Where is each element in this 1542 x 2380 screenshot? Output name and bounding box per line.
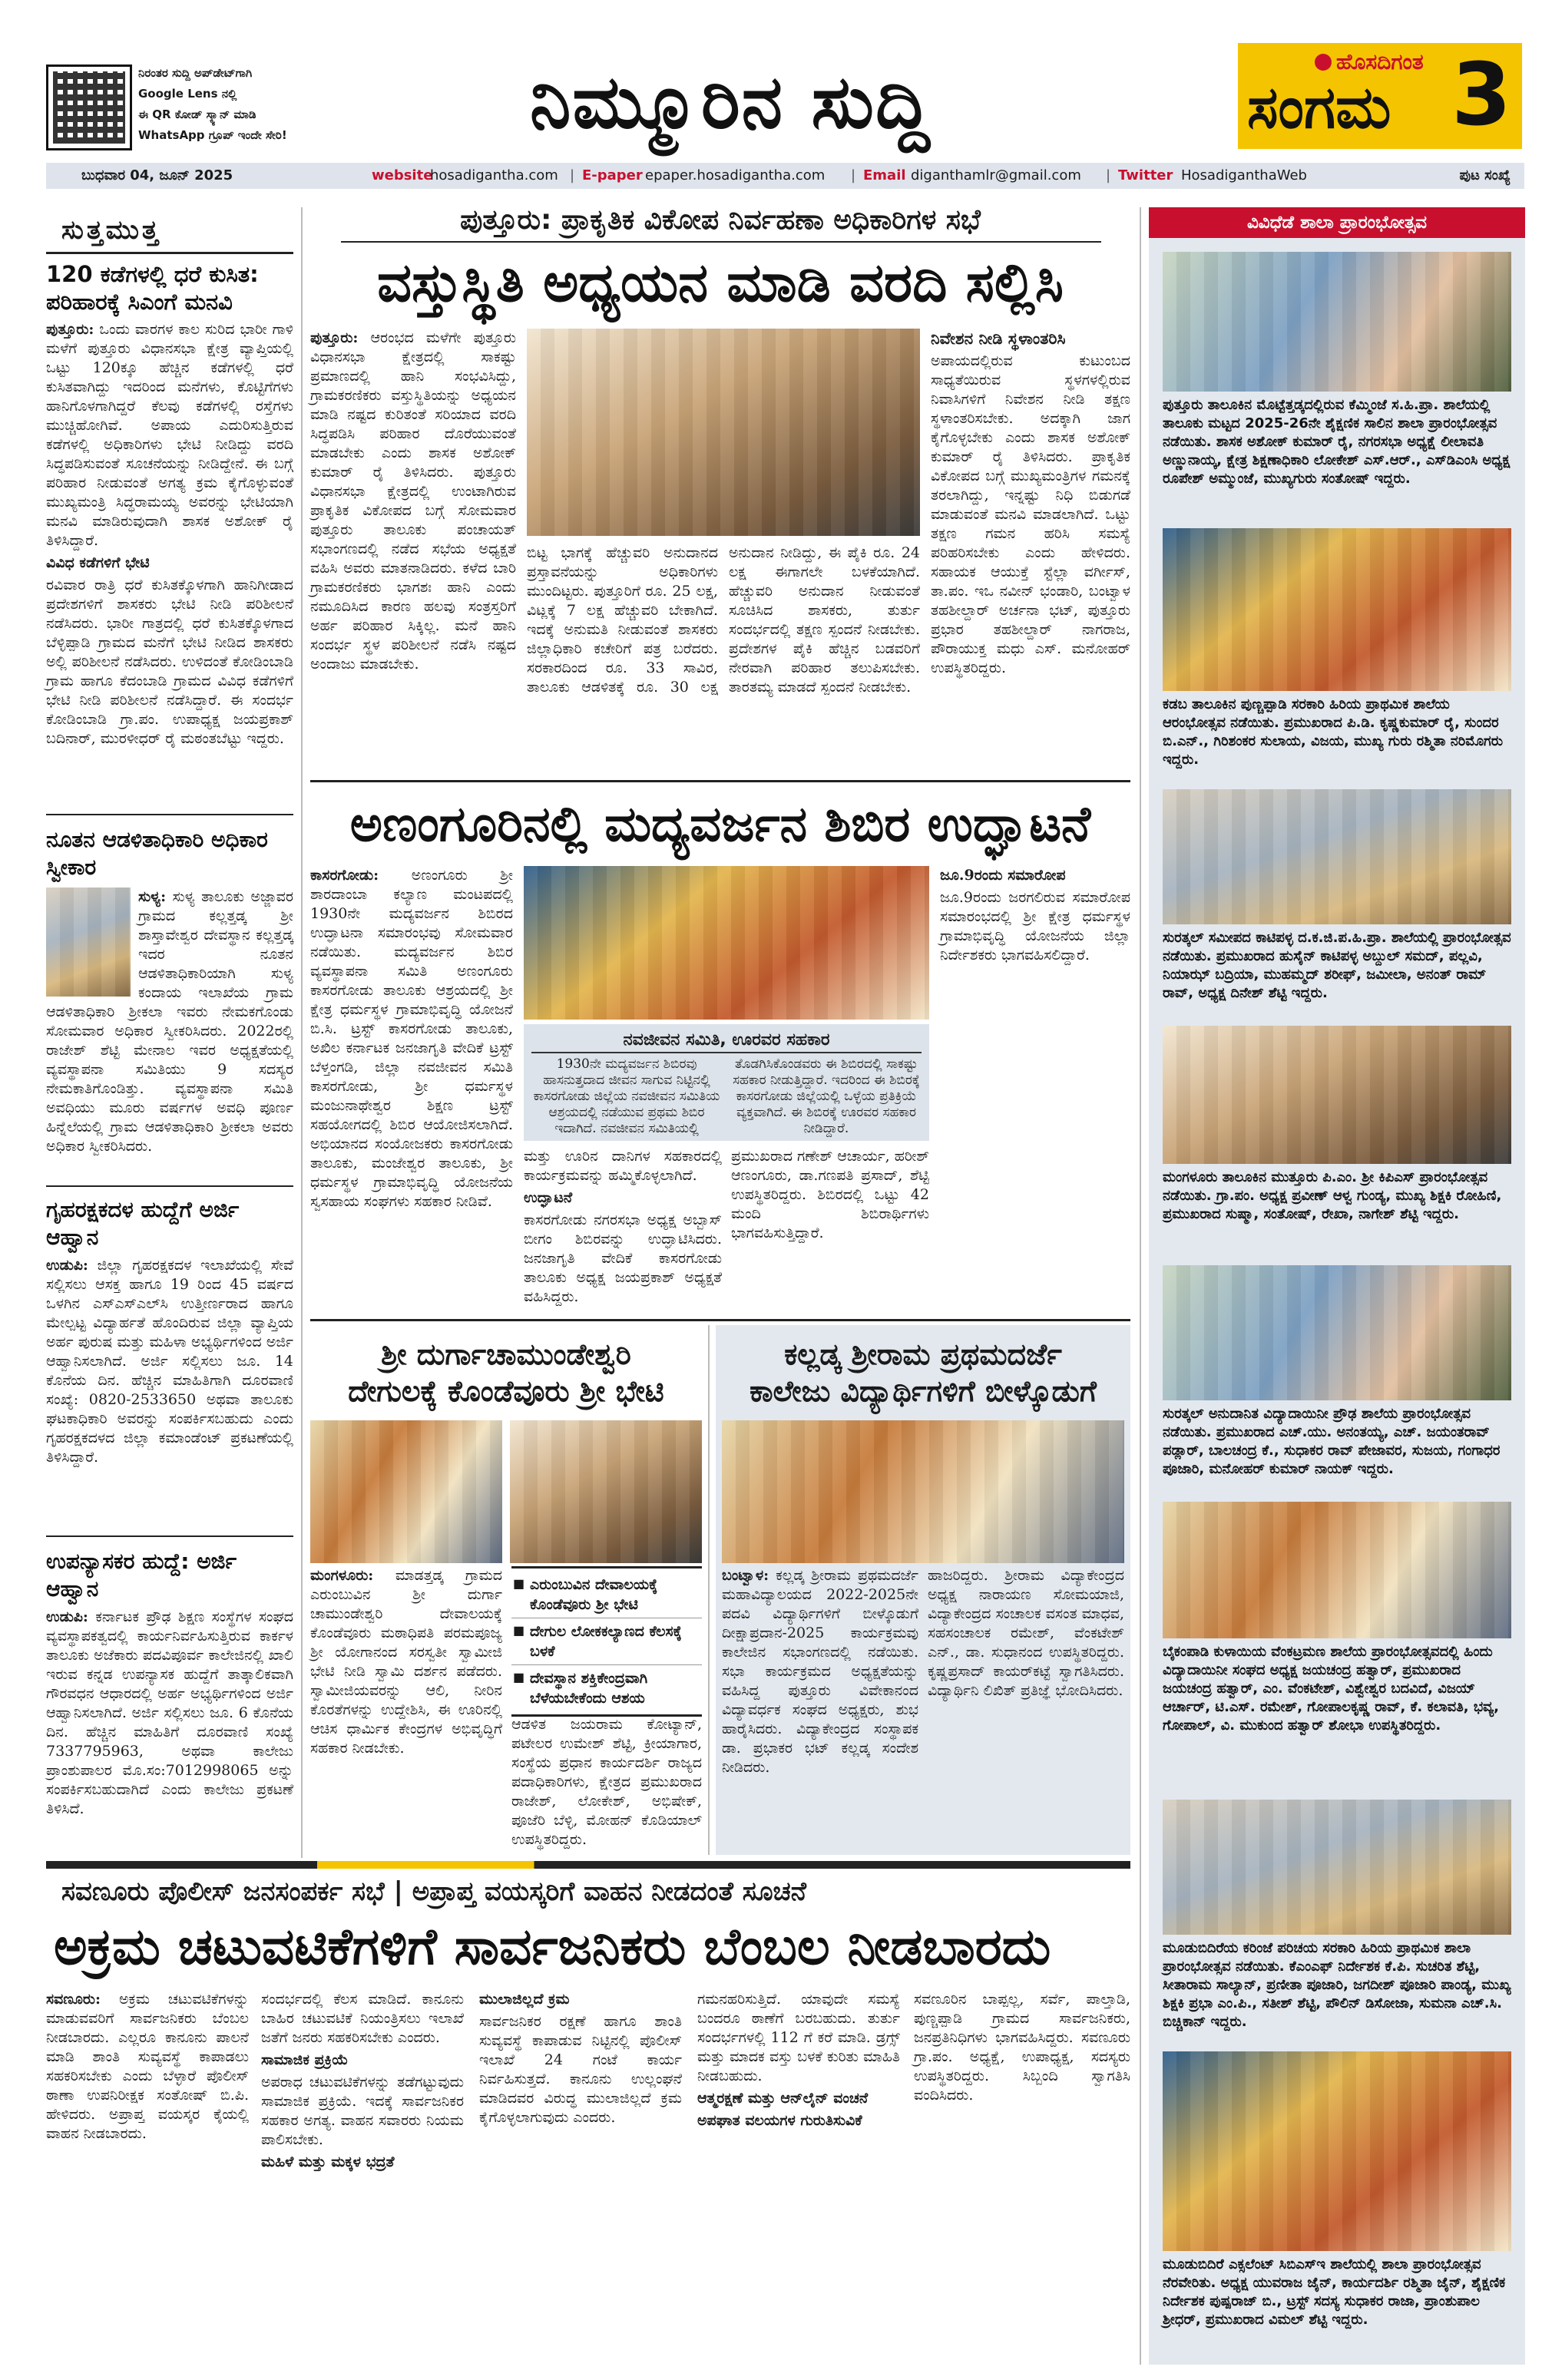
story-kicker: ಸವಣೂರು ಪೊಲೀಸ್ ಜನಸಂಪರ್ಕ ಸಭೆ | ಅಪ್ರಾಪ್ತ ವಯಸ್ಕರಿಗೆ ವಾಹನ ನೀಡದಂತೆ ಸೂಚನೆ: [61, 1876, 807, 1907]
story-landslide: [46, 260, 293, 747]
story-column-1: [46, 1990, 249, 2365]
dateline: ಮಂಗಳೂರು:: [310, 1567, 374, 1584]
story-paragraph: ಸಂದರ್ಭದಲ್ಲಿ ಕೆಲಸ ಮಾಡಿದೆ. ಕಾನೂನು ಬಾಹಿರ ಚಟುವಟಿಕೆ ನಿಯಂತ್ರಿಸಲು ಇಲಾಖೆ ಜತೆಗೆ ಜನರು ಸಹಕರಿಸಬೇಕು ಎಂದರು.: [261, 1991, 464, 2046]
story-column-2: [928, 1566, 1124, 1850]
school-item: [1163, 789, 1511, 1004]
photo-caption: ಮೂಡುಬಿದಿರೆಯ ಕರಿಂಜೆ ಪರಿಚಯ ಸರಕಾರಿ ಹಿರಿಯ ಪ್ರಾಥಮಿಕ ಶಾಲಾ ಪ್ರಾರಂಭೋತ್ಸವ ನಡೆಯಿತು. ಕೆಎಂಎಫ್ ನಿರ್ದೇಶಕ ಕೆ.ಪಿ. ಸುಚರಿತ ಶೆಟ್ಟಿ, ಸೀತಾರಾಮ ಸಾಲ್ಯಾನ್, ಪ್ರಣೀತಾ ಪೂಜಾರಿ, ಜಗದೀಶ್ ಪೂಜಾರಿ ಪಾಂಡ್ಯ, ಮುಖ್ಯ ಶಿಕ್ಷಕಿ ಪ್ರಭಾ ಎಂ.ಪಿ., ಸತೀಶ್ ಶೆಟ್ಟಿ, ಪೌಲಿನ್ ಡಿಸೋಜಾ, ಸುಮನಾ ಎಚ್.ಸಿ. ಬಿಚ್ಚಿಕಾನ್ ಇದ್ದರು.: [1163, 1940, 1511, 2030]
story-durga: [310, 1325, 702, 1855]
dateline: ಸುಳ್ಯ:: [138, 888, 167, 905]
story-paragraph: ಕಾಸರಗೋಡು ನಗರಸಭಾ ಅಧ್ಯಕ್ಷ ಅಬ್ಬಾಸ್ ಬೀಗಂ ಶಿಬಿರವನ್ನು ಉದ್ಘಾಟಿಸಿದರು. ಜನಜಾಗೃತಿ ವೇದಿಕೆ ಕಾಸರಗೋಡು ತಾಲೂಕು ಅಧ್ಯಕ್ಷ ಜಯಪ್ರಕಾಶ್ ಅಧ್ಯಕ್ಷತೆ ವಹಿಸಿದ್ದರು.: [524, 1211, 722, 1305]
story-headline: ವಸ್ತುಸ್ಥಿತಿ ಅಧ್ಯಯನ ಮಾಡಿ ವರದಿ ಸಲ್ಲಿಸಿ: [377, 251, 1064, 314]
info-box-left: 1930ನೇ ಮದ್ಯವರ್ಜನ ಶಿಬಿರವು ಹಾಸನುತ್ತದಾದ ಜೀವನ ಸಾಗುವ ನಿಟ್ಟಿನಲ್ಲಿ ಕಾಸರಗೋಡು ಜಿಲ್ಲೆಯ ನವಜೀವನ ಸಮಿತಿಯ ಆಶ್ರಯದಲ್ಲಿ ನಡೆಯುವ ಪ್ರಥಮ ಶಿಬಿರ ಇದಾಗಿದೆ. ನವಜೀವನ ಸಮಿತಿಯಲ್ಲಿ: [533, 1056, 720, 1136]
school-photo: [1163, 1800, 1511, 1935]
sidebar-right: [1149, 207, 1525, 2365]
school-photo: [1163, 2051, 1511, 2251]
story-deaddiction: [310, 786, 1130, 1316]
qr-line: Google Lens ನಲ್ಲಿ: [138, 87, 237, 101]
story-lecturer: [46, 1548, 293, 1873]
story-paragraph: ಮತ್ತು ಊರಿನ ದಾನಿಗಳ ಸಹಕಾರದಲ್ಲಿ ಕಾರ್ಯಕ್ರಮವನ್ನು ಹಮ್ಮಿಕೊಳ್ಳಲಾಗಿದೆ.: [524, 1148, 722, 1184]
story-administrator: [46, 826, 293, 1172]
story-paragraph: ಅಣಂಗೂರು ಶ್ರೀ ಶಾರದಾಂಬಾ ಕಲ್ಯಾಣ ಮಂಟಪದಲ್ಲಿ 1930ನೇ ಮದ್ಯವರ್ಜನ ಶಿಬಿರದ ಉದ್ಘಾಟನಾ ಸಮಾರಂಭವು ಸೋಮವಾರ ನಡೆಯಿತು. ಮದ್ಯವರ್ಜನ ಶಿಬಿರ ವ್ಯವಸ್ಥಾಪನಾ ಸಮಿತಿ ಅಣಂಗೂರು ಕಾಸರಗೋಡು ತಾಲೂಕು ಆಶ್ರಯದಲ್ಲಿ ಶ್ರೀ ಕ್ಷೇತ್ರ ಧರ್ಮಸ್ಥಳ ಗ್ರಾಮಾಭಿವೃದ್ಧಿ ಯೋಜನೆ ಬಿ.ಸಿ. ಟ್ರಸ್ಟ್ ಕಾಸರಗೋಡು ತಾಲೂಕು, ಅಖಿಲ ಕರ್ನಾಟಕ ಜನಜಾಗೃತಿ ವೇದಿಕೆ ಟ್ರಸ್ಟ್ ಬೆಳ್ತಂಗಡಿ, ಜಿಲ್ಲಾ ನವಜೀವನ ಸಮಿತಿ ಕಾಸರಗೋಡು, ಶ್ರೀ ಧರ್ಮಸ್ಥಳ ಮಂಜುನಾಥೇಶ್ವರ ಶಿಕ್ಷಣ ಟ್ರಸ್ಟ್ ಸಹಯೋಗದಲ್ಲಿ ಶಿಬಿರ ಆಯೋಜಿಸಲಾಗಿದೆ. ಅಭಿಯಾನದ ಸಂಯೋಜಕರು ಕಾಸರಗೋಡು ತಾಲೂಕು, ಮಂಜೇಶ್ವರ ತಾಲೂಕು, ಶ್ರೀ ಧರ್ಮಸ್ಥಳ ಗ್ರಾಮಾಭಿವೃದ್ಧಿ ಯೋಜನೆಯ ಸ್ವಸಹಾಯ ಸಂಘಗಳು ಸಹಕಾರ ನೀಡಿವೆ.: [310, 867, 513, 1210]
photo-caption: ಸುರತ್ಕಲ್ ಸಮೀಪದ ಕಾಟಿಪಳ್ಳ ದ.ಕ.ಜಿ.ಪ.ಹಿ.ಪ್ರಾ. ಶಾಲೆಯಲ್ಲಿ ಪ್ರಾರಂಭೋತ್ಸವ ನಡೆಯಿತು. ಪ್ರಮುಖರಾದ ಹುಸೈನ್ ಕಾಟಿಪಳ್ಳ ಅಬ್ದುಲ್ ಸಮದ್, ಪಲ್ಲವಿ, ನಿಯಾಝ್ ಬದ್ರಿಯಾ, ಮುಹಮ್ಮದ್ ಶರೀಫ್, ಜಮೀಲಾ, ಅನಂತ್ ರಾಮ್ ರಾವ್, ಅಧ್ಯಕ್ಷ ದಿನೇಶ್ ಶೆಟ್ಟಿ ಇದ್ದರು.: [1163, 930, 1511, 1001]
story-paragraph: ಅಕ್ರಮ ಚಟುವಟಿಕೆಗಳನ್ನು ಮಾಡುವವರಿಗೆ ಸಾರ್ವಜನಿಕರು ಬೆಂಬಲ ನೀಡಬಾರದು. ಎಲ್ಲರೂ ಕಾನೂನು ಪಾಲನೆ ಮಾಡಿ ಶಾಂತಿ ಸುವ್ಯವಸ್ಥೆ ಕಾಪಾಡಲು ಸಹಕರಿಸಬೇಕು ಎಂದು ಬೆಳ್ಳಾರೆ ಪೊಲೀಸ್ ಠಾಣಾ ಉಪನಿರೀಕ್ಷಕ ಸಂತೋಷ್ ಬಿ.ಪಿ. ಹೇಳಿದರು. ಅಪ್ರಾಪ್ತ ವಯಸ್ಕರ ಕೈಯಲ್ಲಿ ವಾಹನ ನೀಡಬಾರದು.: [46, 1991, 249, 2142]
photo-caption: ಕಡಬ ತಾಲೂಕಿನ ಪುಣ್ಚಪ್ಪಾಡಿ ಸರಕಾರಿ ಹಿರಿಯ ಪ್ರಾಥಮಿಕ ಶಾಲೆಯ ಆರಂಭೋತ್ಸವ ನಡೆಯಿತು. ಪ್ರಮುಖರಾದ ಪಿ.ಡಿ. ಕೃಷ್ಣಕುಮಾರ್ ರೈ, ಸುಂದರ ಬಿ.ಎನ್., ಗಿರಿಶಂಕರ ಸುಲಾಯ, ವಿಜಯ, ಮುಖ್ಯ ಗುರು ರಶ್ಮಿತಾ ನರಿಮೊಗರು ಇದ್ದರು.: [1163, 696, 1504, 768]
school-item: [1163, 252, 1511, 527]
story-column-1: [310, 866, 513, 1311]
story-puttur: [310, 201, 1130, 777]
story-headline: ಅಕ್ರಮ ಚಟುವಟಿಕೆಗಳಿಗೆ ಸಾರ್ವಜನಿಕರು ಬೆಂಬಲ ನೀಡಬಾರದು: [54, 1917, 1051, 1976]
story-headline: ಉಪನ್ಯಾಸಕರ ಹುದ್ದೆ: ಅರ್ಜಿ ಆಹ್ವಾನ: [46, 1549, 237, 1602]
school-item: [1163, 2051, 1511, 2351]
bullet-item: ■ ದೇವಸ್ಥಾನ ಶಕ್ತಿಕೇಂದ್ರವಾಗಿ ಬೆಳೆಯಬೇಕೆಂದು ಆಶಯ: [511, 1665, 702, 1711]
school-photo: [1163, 789, 1511, 924]
dateline: ಉಡುಪಿ:: [46, 1257, 88, 1274]
school-item: [1163, 1026, 1511, 1244]
story-paragraph: ಸಾರ್ವಜನಿಕರ ರಕ್ಷಣೆ ಹಾಗೂ ಶಾಂತಿ ಸುವ್ಯವಸ್ಥೆ ಕಾಪಾಡುವ ನಿಟ್ಟಿನಲ್ಲಿ ಪೊಲೀಸ್ ಇಲಾಖೆ 24 ಗಂಟೆ ಕಾರ್ಯ ನಿರ್ವಹಿಸುತ್ತದೆ. ಕಾನೂನು ಉಲ್ಲಂಘನೆ ಮಾಡಿದವರ ವಿರುದ್ಧ ಮುಲಾಜಿಲ್ಲದೆ ಕ್ರಮ ಕೈಗೊಳ್ಳಲಾಗುವುದು ಎಂದರು.: [479, 2013, 682, 2126]
story-column-2: [261, 1990, 464, 2365]
bullet-item: ■ ದೇಗುಲ ಲೋಕಕಲ್ಯಾಣದ ಕೆಲಸಕ್ಕೆ ಬಳಕೆ: [511, 1618, 702, 1665]
dateline: ಪುತ್ತೂರು:: [310, 329, 359, 346]
story-paragraph: ಸವಣೂರಿನ ಬಾಪ್ಪಲ್ಲ, ಸರ್ವೆ, ಪಾಲ್ತಾಡಿ, ಪುಣ್ಚಪ್ಪಾಡಿ ಗ್ರಾಮದ ಸಾರ್ವಜನಿಕರು, ಜನಪ್ರತಿನಿಧಿಗಳು ಭಾಗವಹಿಸಿದ್ದರು. ಸವಣೂರು ಗ್ರಾ.ಪಂ. ಅಧ್ಯಕ್ಷೆ, ಉಪಾಧ್ಯಕ್ಷ, ಸದಸ್ಯರು ಉಪಸ್ಥಿತರಿದ್ದರು. ಸಿಬ್ಬಂದಿ ಸ್ವಾಗತಿಸಿ ವಂದಿಸಿದರು.: [914, 1991, 1130, 2104]
story-paragraph: ಕಲ್ಲಡ್ಕ ಶ್ರೀರಾಮ ಪ್ರಥಮದರ್ಜೆ ಮಹಾವಿದ್ಯಾಲಯದ 2022-2025ನೇ ಪದವಿ ವಿದ್ಯಾರ್ಥಿಗಳಿಗೆ ಬೀಳ್ಕೊಡುಗೆ ದೀಕ್ಷಾಪ್ರದಾನ-2025 ಕಾರ್ಯಕ್ರಮವು ಕಾಲೇಜಿನ ಸಭಾಂಗಣದಲ್ಲಿ ನಡೆಯಿತು. ಸಭಾ ಕಾರ್ಯಕ್ರಮದ ಅಧ್ಯಕ್ಷತೆಯನ್ನು ವಹಿಸಿದ್ದ ಪುತ್ತೂರು ವಿವೇಕಾನಂದ ವಿದ್ಯಾವರ್ಧಕ ಸಂಘದ ಅಧ್ಯಕ್ಷರು, ಶುಭ ಹಾರೈಸಿದರು. ವಿದ್ಯಾಕೇಂದ್ರದ ಸಂಸ್ಥಾಪಕ ಡಾ. ಪ್ರಭಾಕರ ಭಟ್ ಕಲ್ಲಡ್ಕ ಸಂದೇಶ ನೀಡಿದರು.: [722, 1567, 918, 1776]
story-column-4: [940, 866, 1130, 1311]
photo-caption: ಬೈಕಂಪಾಡಿ ಕುಳಾಯಿಯ ವೆಂಕಟ್ರಮಣ ಶಾಲೆಯ ಪ್ರಾರಂಭೋತ್ಸವದಲ್ಲಿ ಹಿಂದು ವಿದ್ಯಾದಾಯಿನೀ ಸಂಘದ ಅಧ್ಯಕ್ಷ ಜಯಚಂದ್ರ ಹತ್ವಾರ್, ಪ್ರಮುಖರಾದ ಜಯಚಂದ್ರ ಹತ್ವಾರ್, ಎಂ. ವೆಂಕಟೇಶ್, ವಿಶ್ವೇಶ್ವರ ಬದವಿದೆ, ವಿಜಯ್ ಆರ್ಚಾರ್, ಟಿ.ಎಸ್. ರಮೇಶ್, ಗೋಪಾಲಕೃಷ್ಣ ರಾವ್, ಕೆ. ಕಲಾವತಿ, ಭವ್ಯ, ಗೋಪಾಲ್, ವಿ. ಮುಕುಂದ ಹತ್ವಾರ್ ಶೋಭಾ ಉಪಸ್ಥಿತರಿದ್ದರು.: [1163, 1644, 1500, 1734]
school-item: [1163, 1800, 1511, 2035]
story-paragraph: ಆಡಳಿತ ಜಯರಾಮ ಕೋಟ್ಯಾನ್, ಪಟೇಲರ ಉಮೇಶ್ ಶೆಟ್ಟಿ, ಕ್ರೀಯಾಗಾರ, ಸಂಸ್ಥೆಯ ಪ್ರಧಾನ ಕಾರ್ಯದರ್ಶಿ ರಾಜ್ಯದ ಪದಾಧಿಕಾರಿಗಳು, ಕ್ಷೇತ್ರದ ಪ್ರಮುಖರಾದ ರಾಜೇಶ್, ಲೋಕೇಶ್, ಅಭಿಷೇಕ್, ಪೂಜೆರಿ ಬೆಳ್ಳಿ, ಮೋಹನ್ ಕೊಡಿಯಾಲ್ ಉಪಸ್ಥಿತರಿದ್ದರು.: [511, 1716, 702, 1848]
story-subhead: ಮಹಿಳೆ ಮತ್ತು ಮಕ್ಕಳ ಭದ್ರತೆ: [261, 2154, 395, 2170]
qr-line: ಈ QR ಕೋಡ್ ಸ್ಕ್ಯಾನ್ ಮಾಡಿ: [138, 107, 256, 121]
story-column-1: [310, 329, 516, 774]
story-column-1: [310, 1566, 502, 1855]
headline-line: ದೇಗುಲಕ್ಕೆ ಕೊಂಡೆವೂರು ಶ್ರೀ ಭೇಟಿ: [348, 1374, 664, 1408]
dateline: ಉಡುಪಿ:: [46, 1608, 88, 1625]
story-column-5: [914, 1990, 1130, 2365]
story-column-3: [731, 1147, 929, 1311]
school-photo: [1163, 1265, 1511, 1400]
bullet-item: ■ ಎರುಂಬುವಿನ ದೇವಾಲಯಕ್ಕೆ ಕೊಂಡೆವೂರು ಶ್ರೀ ಭೇಟಿ: [511, 1572, 702, 1618]
headline-line: ಕಾಲೇಜು ವಿದ್ಯಾರ್ಥಿಗಳಿಗೆ ಬೀಳ್ಕೊಡುಗೆ: [749, 1374, 1097, 1408]
page-number: 3: [1451, 45, 1511, 145]
twitter-label: Twitter: [1118, 167, 1173, 183]
story-body: [46, 1256, 293, 1517]
story-subhead: ವಿವಿಧ ಕಡೆಗಳಿಗೆ ಭೇಟಿ: [46, 554, 150, 571]
photo-caption: ಮಂಗಳೂರು ತಾಲೂಕಿನ ಮುತ್ತೂರು ಪಿ.ಎಂ. ಶ್ರೀ ಕಿಪಿಎಸ್ ಪ್ರಾರಂಭೋತ್ಸವ ನಡೆಯಿತು. ಗ್ರಾ.ಪಂ. ಅಧ್ಯಕ್ಷ ಪ್ರವೀಣ್ ಆಳ್ವ ಗುಂಡ್ಯ, ಮುಖ್ಯ ಶಿಕ್ಷಕಿ ರೋಹಿಣಿ, ಪ್ರಮುಖರಾದ ಸುಷ್ಮಾ, ಸಂತೋಷ್, ರೇಖಾ, ನಾಗೇಶ್ ಶೆಟ್ಟಿ ಇದ್ದರು.: [1163, 1169, 1502, 1222]
qr-line: WhatsApp ಗ್ರೂಪ್ ಇಂದೇ ಸೇರಿ!: [138, 128, 287, 142]
story-kalladka: [716, 1325, 1130, 1855]
story-subhead: ಉದ್ಘಾಟನೆ: [524, 1189, 573, 1206]
epaper-link[interactable]: epaper.hosadigantha.com: [645, 167, 826, 183]
story-subhead: ಆತ್ಮರಕ್ಷಣೆ ಮತ್ತು ಆನ್‌ಲೈನ್ ವಂಚನೆ: [697, 2090, 869, 2107]
info-box-right: ತೊಡಗಿಸಿಕೊಂಡವರು ಈ ಶಿಬಿರದಲ್ಲಿ ಸಾಕಷ್ಟು ಸಹಕಾರ ನೀಡುತ್ತಿದ್ದಾರೆ. ಇದರಿಂದ ಈ ಶಿಬಿರಕ್ಕೆ ಕಾಸರಗೋಡು ಜಿಲ್ಲೆಯಲ್ಲಿ ಒಳ್ಳೆಯ ಪ್ರತಿಕ್ರಿಯೆ ವ್ಯಕ್ತವಾಗಿದೆ. ಈ ಶಿಬಿರಕ್ಕೆ ಊರವರ ಸಹಕಾರ ನೀಡಿದ್ದಾರೆ.: [733, 1056, 920, 1136]
headline-line: ಶ್ರೀ ದುರ್ಗಾಚಾಮುಂಡೇಶ್ವರಿ: [381, 1337, 631, 1371]
story-subhead: ನಿವೇಶನ ನೀಡಿ ಸ್ಥಳಾಂತರಿಸಿ: [931, 329, 1066, 348]
temple-photo: [510, 1420, 702, 1563]
brand-logo-icon: [1315, 54, 1332, 71]
meeting-photo: [527, 329, 920, 536]
story-subhead: ಸಾಮಾಜಿಕ ಪ್ರಕ್ರಿಯೆ: [261, 2051, 349, 2068]
info-box-title: ನವಜೀವನ ಸಮಿತಿ, ಊರವರ ಸಹಕಾರ: [531, 1029, 922, 1053]
school-item: [1163, 1265, 1511, 1480]
story-headline: ನೂತನ ಆಡಳಿತಾಧಿಕಾರಿ ಅಧಿಕಾರ ಸ್ವೀಕಾರ: [46, 827, 268, 880]
story-column-3: [479, 1990, 682, 2365]
brand-big: ಸಂಗಮ: [1247, 73, 1391, 141]
story-paragraph: ಒಂದು ವಾರಗಳ ಕಾಲ ಸುರಿದ ಭಾರೀ ಗಾಳಿ ಮಳೆಗೆ ಪುತ್ತೂರು ವಿಧಾನಸಭಾ ಕ್ಷೇತ್ರ ವ್ಯಾಪ್ತಿಯಲ್ಲಿ ಒಟ್ಟು 120ಕ್ಕೂ ಹೆಚ್ಚಿನ ಕಡೆಗಳಲ್ಲಿ ಧರೆ ಕುಸಿತವಾಗಿದ್ದು ಇದರಿಂದ ಮನೆಗಳು, ಕೊಟ್ಟಿಗೆಗಳು ಹಾನಿಗೊಳಗಾಗಿದ್ದರೆ ಕೆಲವು ಕಡೆಗಳಲ್ಲಿ ರಸ್ತೆಗಳು ಮುಚ್ಚಿಹೋಗಿವೆ. ಅಪಾಯ ಎದುರಿಸುತ್ತಿರುವ ಕಡೆಗಳಲ್ಲಿ ಅಧಿಕಾರಿಗಳು ಭೇಟಿ ನೀಡಿದ್ದು ವರದಿ ಸಿದ್ಧಪಡಿಸುವಂತೆ ಸೂಚನೆಯನ್ನು ನೀಡಿದ್ದೇನೆ. ಈ ಬಗ್ಗೆ ಪರಿಹಾರ ನೀಡುವಂತೆ ಅಗತ್ಯ ಕ್ರಮ ಕೈಗೊಳ್ಳುವಂತೆ ಮುಖ್ಯಮಂತ್ರಿ ಸಿದ್ಧರಾಮಯ್ಯ ಅವರನ್ನು ಭೇಟಿಯಾಗಿ ಮನವಿ ಮಾಡಿರುವುದಾಗಿ ಶಾಸಕ ಅಶೋಕ್ ರೈ ತಿಳಿಸಿದ್ದಾರೆ.: [46, 321, 293, 549]
photo-caption: ಸುರತ್ಕಲ್ ಅನುದಾನಿತ ವಿದ್ಯಾದಾಯಿನೀ ಪ್ರೌಢ ಶಾಲೆಯ ಪ್ರಾರಂಭೋತ್ಸವ ನಡೆಯಿತು. ಪ್ರಮುಖರಾದ ಎಚ್.ಯು. ಅನಂತಯ್ಯ, ಎಚ್. ಜಯಂತರಾವ್ ಪಡ್ಲಾರ್, ಬಾಲಚಂದ್ರ ಕೆ., ಸುಧಾಕರ ರಾವ್ ಪೇಜಾವರ, ಸುಜಯ, ಗಂಗಾಧರ ಪೂಜಾರಿ, ಮನೋಹರ್ ಕುಮಾರ್ ನಾಯಕ್ ಇದ್ದರು.: [1163, 1406, 1501, 1477]
story-column-2: [524, 1147, 722, 1311]
school-photo: [1163, 528, 1511, 691]
website-link[interactable]: hosadigantha.com: [430, 167, 558, 183]
separator: |: [1106, 167, 1111, 183]
brand-block: [1238, 43, 1522, 149]
email-link[interactable]: diganthamlr@gmail.com: [911, 167, 1081, 183]
story-kicker: ಪುತ್ತೂರು: ಪ್ರಾಕೃತಿಕ ವಿಕೋಪ ನಿರ್ವಹಣಾ ಅಧಿಕಾರಿಗಳ ಸಭೆ: [460, 204, 981, 236]
qr-code: [46, 64, 132, 150]
story-paragraph: ಗಮನಹರಿಸುತ್ತಿದೆ. ಯಾವುದೇ ಸಮಸ್ಯೆ ಬಂದರೂ ಠಾಣೆಗೆ ಬರಬಹುದು. ತುರ್ತು ಸಂದರ್ಭಗಳಲ್ಲಿ 112 ಗೆ ಕರೆ ಮಾಡಿ. ಡ್ರಗ್ಸ್ ಮತ್ತು ಮಾದಕ ವಸ್ತು ಬಳಕೆ ಕುರಿತು ಮಾಹಿತಿ ನೀಡಬಹುದು.: [697, 1991, 900, 2084]
school-item: [1163, 1502, 1511, 1777]
school-photo: [1163, 252, 1511, 392]
story-paragraph: ಸುಳ್ಯ ತಾಲೂಕು ಅಜ್ಜಾವರ ಗ್ರಾಮದ ಕಲ್ಲತ್ತಡ್ಕ ಶ್ರೀ ಶಾಸ್ತಾವೇಶ್ವರ ದೇವಸ್ಥಾನ ಕಲ್ಲತ್ತಡ್ಕ ಇದರ ನೂತನ ಆಡಳಿತಾಧಿಕಾರಿಯಾಗಿ ಸುಳ್ಯ ಕಂದಾಯ ಇಲಾಖೆಯ ಗ್ರಾಮ ಆಡಳಿತಾಧಿಕಾರಿ ಶ್ರೀಕಲಾ ಇವರು ನೇಮಕಗೊಂಡು ಸೋಮವಾರ ಅಧಿಕಾರ ಸ್ವೀಕರಿಸಿದರು. 2022ರಲ್ಲಿ ರಾಜೇಶ್ ಶೆಟ್ಟಿ ಮೇನಾಲ ಇವರ ಅಧ್ಯಕ್ಷತೆಯಲ್ಲಿ ವ್ಯವಸ್ಥಾಪನಾ ಸಮಿತಿಯು 9 ಸದಸ್ಯರ ನೇಮಕಾತಿಗೊಂಡಿತ್ತು. ವ್ಯವಸ್ಥಾಪನಾ ಸಮಿತಿ ಅವಧಿಯು ಮೂರು ವರ್ಷಗಳ ಅವಧಿ ಪೂರ್ಣ ಹಿನ್ನೆಲೆಯಲ್ಲಿ ಗ್ರಾಮ ಆಡಳಿತಾಧಿಕಾರಿ ಶ್ರೀಕಲಾ ಅವರು ಅಧಿಕಾರ ಸ್ವೀಕರಿಸಿದರು.: [46, 888, 293, 1155]
dateline: ಸವಣೂರು:: [46, 1991, 101, 2008]
sidebar-section-name: ಸುತ್ತಮುತ್ತ: [46, 207, 293, 254]
story-headline: 120 ಕಡೆಗಳಲ್ಲಿ ಧರೆ ಕುಸಿತ: ಪರಿಹಾರಕ್ಕೆ ಸಿಎಂಗೆ ಮನವಿ: [46, 261, 259, 315]
story-column-4: [697, 1990, 900, 2365]
story-paragraph: ಮಾಡತ್ತಡ್ಕ ಗ್ರಾಮದ ಎರುಂಬುವಿನ ಶ್ರೀ ದುರ್ಗಾ ಚಾಮುಂಡೇಶ್ವರಿ ದೇವಾಲಯಕ್ಕೆ ಕೊಂಡೆವೂರು ಮಠಾಧಿಪತಿ ಪರಮಪೂಜ್ಯ ಶ್ರೀ ಯೋಗಾನಂದ ಸರಸ್ವತೀ ಸ್ವಾಮೀಜಿ ಭೇಟಿ ನೀಡಿ ಸ್ವಾಮಿ ದರ್ಶನ ಪಡೆದರು. ಸ್ವಾಮೀಜಿಯವರನ್ನು ಆಲಿ, ನೀರಿನ ಕೊರತೆಗಳನ್ನು ಉದ್ದೇಶಿಸಿ, ಈ ಊರಿನಲ್ಲಿ ಆಚಿಸ ಧಾರ್ಮಿಕ ಕೇಂದ್ರಗಳ ಅಭಿವೃದ್ಧಿಗೆ ಸಹಕಾರ ನೀಡಬೇಕು.: [310, 1567, 502, 1757]
portrait-photo: [46, 888, 131, 997]
school-photo: [1163, 1502, 1511, 1638]
story-column-1: [722, 1566, 918, 1850]
story-headline: ಅಣಂಗೂರಿನಲ್ಲಿ ಮದ್ಯವರ್ಜನ ಶಿಬಿರ ಉದ್ಘಾಟನೆ: [349, 796, 1091, 853]
info-bar: [46, 163, 1524, 189]
sidebar-left: [46, 207, 293, 2081]
story-paragraph: ಹಾಜರಿದ್ದರು. ಶ್ರೀರಾಮ ವಿದ್ಯಾಕೇಂದ್ರದ ಅಧ್ಯಕ್ಷ ನಾರಾಯಣ ಸೋಮಯಾಜಿ, ವಿದ್ಯಾಕೇಂದ್ರದ ಸಂಚಾಲಕ ವಸಂತ ಮಾಧವ, ಸಹಸಂಚಾಲಕ ರಮೇಶ್, ವೆಂಕಟೇಶ್ ಎನ್., ಡಾ. ಸುಧಾನಂದ ಉಪಸ್ಥಿತರಿದ್ದರು. ಕೃಷ್ಣಪ್ರಸಾದ್ ಕಾಯರ್‌ಕಟ್ಟೆ ಸ್ವಾಗತಿಸಿದರು. ವಿದ್ಯಾರ್ಥಿನಿ ಲಿಖಿತ್ ಪ್ರತಿಜ್ಞೆ ಭೋದಿಸಿದರು.: [928, 1567, 1124, 1699]
story-headline: [722, 1336, 1124, 1410]
story-column-2: [527, 544, 920, 774]
story-paragraph: ಜಿಲ್ಲಾ ಗೃಹರಕ್ಷಕದಳ ಇಲಾಖೆಯಲ್ಲಿ ಸೇವೆ ಸಲ್ಲಿಸಲು ಆಸಕ್ತ ಹಾಗೂ 19 ರಿಂದ 45 ವರ್ಷದ ಒಳಗಿನ ಎಸ್‌ಎಸ್‌ಎಲ್‌ಸಿ ಉತ್ತೀರ್ಣರಾದ ಹಾಗೂ ಮೇಲ್ಪಟ್ಟ ವಿದ್ಯಾರ್ಹತೆ ಹೊಂದಿರುವ ಜಿಲ್ಲಾ ವ್ಯಾಪ್ತಿಯ ಅರ್ಹ ಪುರುಷ ಮತ್ತು ಮಹಿಳಾ ಅಭ್ಯರ್ಥಿಗಳಿಂದ ಅರ್ಜಿ ಆಹ್ವಾನಿಸಲಾಗಿದೆ. ಅರ್ಜಿ ಸಲ್ಲಿಸಲು ಜೂ. 14 ಕೊನೆಯ ದಿನ. ಹೆಚ್ಚಿನ ಮಾಹಿತಿಗಾಗಿ ದೂರವಾಣಿ ಸಂಖ್ಯೆ: 0820-2533650 ಅಥವಾ ತಾಲೂಕು ಘಟಕಾಧಿಕಾರಿ ಅವರನ್ನು ಸಂಪರ್ಕಿಸಬಹುದು ಎಂದು ಗೃಹರಕ್ಷಕದಳದ ಜಿಲ್ಲಾ ಕಮಾಂಡೆಂಟ್ ಪ್ರಕಟಣೆಯಲ್ಲಿ ತಿಳಿಸಿದ್ದಾರೆ.: [46, 1257, 294, 1466]
issue-date: ಬುಧವಾರ 04, ಜೂನ್ 2025: [81, 167, 233, 183]
qr-line: ನಿರಂತರ ಸುದ್ದಿ ಅಪ್‌ಡೇಟ್‌ಗಾಗಿ: [138, 66, 253, 80]
photo-caption: ಮೂಡುಬಿದಿರೆ ಎಕ್ಸಲೆಂಟ್ ಸಿಬಿಎಸ್‌ಇ ಶಾಲೆಯಲ್ಲಿ ಶಾಲಾ ಪ್ರಾರಂಭೋತ್ಸವ ನೆರವೇರಿತು. ಅಧ್ಯಕ್ಷ ಯುವರಾಜ ಜೈನ್, ಕಾರ್ಯದರ್ಶಿ ರಶ್ಮಿತಾ ಜೈನ್, ಶೈಕ್ಷಣಿಕ ನಿರ್ದೇಶಕ ಪುಷ್ಪರಾಜ್ ಬಿ., ಟ್ರಸ್ಟ್ ಸದಸ್ಯ ಸುಧಾಕರ ರಾಜಾ, ಪ್ರಾಂಶುಪಾಲ ಶ್ರೀಧರ್, ಪ್ರಮುಖರಾದ ವಿಮಲ್ ಶೆಟ್ಟಿ ಇದ್ದರು.: [1163, 2256, 1506, 2328]
story-paragraph: ಪ್ರಮುಖರಾದ ಗಣೇಶ್ ಆಚಾರ್ಯ, ಹರೀಶ್ ಆಣಂಗೂರು, ಡಾ.ಗಣಪತಿ ಪ್ರಸಾದ್, ಶೆಟ್ಟಿ ಉಪಸ್ಥಿತರಿದ್ದರು. ಶಿಬಿರದಲ್ಲಿ ಒಟ್ಟು 42 ಮಂದಿ ಶಿಬಿರಾರ್ಥಿಗಳು ಭಾಗವಹಿಸುತ್ತಿದ್ದಾರೆ.: [731, 1148, 929, 1241]
story-body: [46, 320, 293, 747]
decorative-bar: [46, 1861, 1130, 1869]
college-photo: [722, 1420, 1124, 1563]
story-paragraph: ಜೂ.9ರಂದು ಜರಗಲಿರುವ ಸಮಾರೋಪ ಸಮಾರಂಭದಲ್ಲಿ ಶ್ರೀ ಕ್ಷೇತ್ರ ಧರ್ಮಸ್ಥಳ ಗ್ರಾಮಾಭಿವೃದ್ಧಿ ಯೋಜನೆಯ ಜಿಲ್ಲಾ ನಿರ್ದೇಶಕರು ಭಾಗವಹಿಸಲಿದ್ದಾರೆ.: [940, 889, 1130, 964]
story-subhead: ಮುಲಾಜಿಲ್ಲದೆ ಕ್ರಮ: [479, 1991, 570, 2008]
separator: |: [570, 167, 575, 183]
story-paragraph: ಅಪರಾಧ ಚಟುವಟಿಕೆಗಳನ್ನು ತಡೆಗಟ್ಟುವುದು ಸಾಮಾಜಿಕ ಪ್ರಕ್ರಿಯೆ. ಇದಕ್ಕೆ ಸಾರ್ವಜನಿಕರ ಸಹಕಾರ ಅಗತ್ಯ. ವಾಹನ ಸವಾರರು ನಿಯಮ ಪಾಲಿಸಬೇಕು.: [261, 2074, 464, 2148]
section-title: ನಿಮ್ಮೂರಿನ ಸುದ್ದಿ: [530, 59, 931, 145]
info-box: [524, 1024, 929, 1141]
separator: |: [851, 167, 856, 183]
story-body: [46, 1608, 293, 1873]
page-count-label: ಪುಟ ಸಂಖ್ಯೆ: [1459, 167, 1511, 183]
inauguration-photo: [524, 866, 929, 1020]
website-label: website: [372, 167, 433, 183]
story-homeguard: [46, 1196, 293, 1517]
school-photo: [1163, 1026, 1511, 1164]
headline-line: ಕಲ್ಲಡ್ಕ ಶ್ರೀರಾಮ ಪ್ರಥಮದರ್ಜೆ: [784, 1337, 1062, 1371]
dateline: ಕಾಸರಗೋಡು:: [310, 867, 379, 884]
story-headline: [310, 1336, 702, 1410]
sidebar-section-title: ವಿವಿಧೆಡೆ ಶಾಲಾ ಪ್ರಾರಂಭೋತ್ಸವ: [1149, 207, 1525, 238]
photo-caption: ಪುತ್ತೂರು ತಾಲೂಕಿನ ಮೊಟ್ಟೆತ್ತಡ್ಕದಲ್ಲಿರುವ ಕೆಮ್ಮಿಂಜೆ ಸ.ಹಿ.ಪ್ರಾ. ಶಾಲೆಯಲ್ಲಿ ತಾಲೂಕು ಮಟ್ಟದ 2025-26ನೇ ಶೈಕ್ಷಣಿಕ ಸಾಲಿನ ಶಾಲಾ ಪ್ರಾರಂಭೋತ್ಸವ ನಡೆಯಿತು. ಶಾಸಕ ಅಶೋಕ್ ಕುಮಾರ್ ರೈ, ನಗರಸಭಾ ಅಧ್ಯಕ್ಷೆ ಲೀಲಾವತಿ ಅಣ್ಣುನಾಯ್ಕ, ಕ್ಷೇತ್ರ ಶಿಕ್ಷಣಾಧಿಕಾರಿ ಲೋಕೇಶ್ ಎಸ್.ಆರ್., ಎಸ್‌ಡಿಎಂಸಿ ಅಧ್ಯಕ್ಷ ರೂಪೇಶ್ ಅಮ್ಮುಂಜೆ, ಮುಖ್ಯಗುರು ಸಂತೋಷ್ ಇದ್ದರು.: [1163, 397, 1511, 487]
story-paragraph: ಆರಂಭದ ಮಳೆಗೇ ಪುತ್ತೂರು ವಿಧಾನಸಭಾ ಕ್ಷೇತ್ರದಲ್ಲಿ ಸಾಕಷ್ಟು ಪ್ರಮಾಣದಲ್ಲಿ ಹಾನಿ ಸಂಭವಿಸಿದ್ದು, ಗ್ರಾಮಕರಣಿಕರು ವಸ್ತುಸ್ಥಿತಿಯನ್ನು ಅಧ್ಯಯನ ಮಾಡಿ ನಷ್ಟದ ಕುರಿತಂತೆ ಸರಿಯಾದ ವರದಿ ಸಿದ್ಧಪಡಿಸಿ ಪರಿಹಾರ ದೊರೆಯುವಂತೆ ಮಾಡಬೇಕು ಎಂದು ಶಾಸಕ ಅಶೋಕ್ ಕುಮಾರ್ ರೈ ತಿಳಿಸಿದರು. ಪುತ್ತೂರು ವಿಧಾನಸಭಾ ಕ್ಷೇತ್ರದಲ್ಲಿ ಉಂಟಾಗಿರುವ ಪ್ರಾಕೃತಿಕ ವಿಕೋಪದ ಬಗ್ಗೆ ಸೋಮವಾರ ಪುತ್ತೂರು ತಾಲೂಕು ಪಂಚಾಯತ್ ಸಭಾಂಗಣದಲ್ಲಿ ನಡೆದ ಸಭೆಯ ಅಧ್ಯಕ್ಷತೆ ವಹಿಸಿ ಅವರು ಮಾತನಾಡಿದರು. ಕಳೆದ ಬಾರಿ ಗ್ರಾಮಕರಣಿಕರು ಭಾಗಶಃ ಹಾನಿ ಎಂದು ನಮೂದಿಸಿದ ಕಾರಣ ಹಲವು ಸಂತ್ರಸ್ತರಿಗೆ ಅರ್ಹ ಪರಿಹಾರ ಸಿಕ್ಕಿಲ್ಲ. ಮನೆ ಹಾನಿ ಸಂದರ್ಭ ಸ್ಥಳ ಪರಿಶೀಲನೆ ನಡೆಸಿ ನಷ್ಟದ ಅಂದಾಜು ಮಾಡಬೇಕು.: [310, 329, 516, 673]
story-paragraph: ಅಪಾಯದಲ್ಲಿರುವ ಕುಟುಂಬದ ಸಾಧ್ಯತೆಯಿರುವ ಸ್ಥಳಗಳಲ್ಲಿರುವ ನಿವಾಸಿಗಳಿಗೆ ನಿವೇಶನ ನೀಡಿ ತಕ್ಷಣ ಸ್ಥಳಾಂತರಿಸಬೇಕು. ಅದಕ್ಕಾಗಿ ಜಾಗ ಕೈಗೊಳ್ಳಬೇಕು ಎಂದು ಶಾಸಕ ಅಶೋಕ್ ಕುಮಾರ್ ರೈ ತಿಳಿಸಿದರು. ಪ್ರಾಕೃತಿಕ ವಿಕೋಪದ ಬಗ್ಗೆ ಮುಖ್ಯಮಂತ್ರಿಗಳ ಗಮನಕ್ಕೆ ತರಲಾಗಿದ್ದು, ಇನ್ನಷ್ಟು ನಿಧಿ ಬಿಡುಗಡೆ ಮಾಡುವಂತೆ ಮನವಿ ಮಾಡಲಾಗಿದೆ. ಒಟ್ಟು ತಕ್ಷಣ ಗಮನ ಹರಿಸಿ ಸಮಸ್ಯೆ ಪರಿಹರಿಸಬೇಕು ಎಂದು ಹೇಳಿದರು. ಸಹಾಯಕ ಆಯುಕ್ತೆ ಸ್ಟೆಲ್ಲಾ ವರ್ಗೀಸ್, ತಾ.ಪಂ. ಇಒ ನವೀನ್ ಭಂಡಾರಿ, ಬಂಟ್ವಾಳ ತಹಶೀಲ್ದಾರ್ ಅರ್ಚನಾ ಭಟ್, ಪುತ್ತೂರು ಪ್ರಭಾರ ತಹಶೀಲ್ದಾರ್ ನಾಗರಾಜ, ಪೌರಾಯುಕ್ತ ಮಧು ಎಸ್. ಮನೋಹರ್ ಉಪಸ್ಥಿತರಿದ್ದರು.: [931, 352, 1130, 676]
dateline: ಬಂಟ್ವಾಳ:: [722, 1567, 769, 1584]
qr-promo-text: [138, 63, 309, 146]
story-headline: ಗೃಹರಕ್ಷಕದಳ ಹುದ್ದೆಗೆ ಅರ್ಜಿ ಆಹ್ವಾನ: [46, 1197, 240, 1250]
email-label: Email: [863, 167, 906, 183]
twitter-link[interactable]: HosadiganthaWeb: [1181, 167, 1307, 183]
brand-small: ಹೊಸದಿಗಂತ: [1336, 49, 1424, 74]
dateline: ಪುತ್ತೂರು:: [46, 321, 94, 338]
story-savanur: [46, 1873, 1130, 2365]
story-paragraph: ಕರ್ನಾಟಕ ಪ್ರೌಢ ಶಿಕ್ಷಣ ಸಂಸ್ಥೆಗಳ ಸಂಘದ ವ್ಯವಸ್ಥಾಪಕತ್ವದಲ್ಲಿ ಕಾರ್ಯನಿರ್ವಹಿಸುತ್ತಿರುವ ಕಾರ್ಕಳ ತಾಲೂಕು ಅಜೆಕಾರು ಪದವಿಪೂರ್ವ ಕಾಲೇಜಿನಲ್ಲಿ ಖಾಲಿ ಇರುವ ಕನ್ನಡ ಉಪನ್ಯಾಸಕ ಹುದ್ದೆಗೆ ತಾತ್ಕಾಲಿಕವಾಗಿ ಗೌರವಧನ ಆಧಾರದಲ್ಲಿ ಅರ್ಹ ಅಭ್ಯರ್ಥಿಗಳಿಂದ ಅರ್ಜಿ ಆಹ್ವಾನಿಸಲಾಗಿದೆ. ಅರ್ಜಿ ಸಲ್ಲಿಸಲು ಜೂ. 6 ಕೊನೆಯ ದಿನ. ಹೆಚ್ಚಿನ ಮಾಹಿತಿಗೆ ದೂರವಾಣಿ ಸಂಖ್ಯೆ 7337795963, ಅಥವಾ ಕಾಲೇಜು ಪ್ರಾಂಶುಪಾಲರ ಮೊ.ಸಂ:7012998065 ಅನ್ನು ಸಂಪರ್ಕಿಸಬಹುದಾಗಿದೆ ಎಂದು ಕಾಲೇಜು ಪ್ರಕಟಣೆ ತಿಳಿಸಿದೆ.: [46, 1608, 293, 1817]
story-subhead: ಅಪಘಾತ ವಲಯಗಳ ಗುರುತಿಸುವಿಕೆ: [697, 2112, 862, 2129]
temple-photo: [310, 1420, 502, 1563]
story-paragraph: ಬಿಟ್ಟ ಭಾಗಕ್ಕೆ ಹೆಚ್ಚುವರಿ ಅನುದಾನದ ಪ್ರಸ್ತಾವನೆಯನ್ನು ಅಧಿಕಾರಿಗಳು ಮುಂದಿಟ್ಟರು. ಪುತ್ತೂರಿಗೆ ರೂ. 25 ಲಕ್ಷ, ವಿಟ್ಲಕ್ಕೆ 7 ಲಕ್ಷ ಹೆಚ್ಚುವರಿ ಬೇಕಾಗಿದೆ. ಇದಕ್ಕೆ ಅನುಮತಿ ನೀಡುವಂತೆ ಶಾಸಕರು ಜಿಲ್ಲಾಧಿಕಾರಿ ಕಚೇರಿಗೆ ಪತ್ರ ಬರೆದರು. ಸರಕಾರದಿಂದ ರೂ. 33 ಸಾವಿರ, ತಾಲೂಕು ಆಡಳಿತಕ್ಕೆ ರೂ. 30 ಲಕ್ಷ ಅನುದಾನ ನೀಡಿದ್ದು, ಈ ಪೈಕಿ ರೂ. 24 ಲಕ್ಷ ಈಗಾಗಲೇ ಬಳಕೆಯಾಗಿದೆ. ಹೆಚ್ಚುವರಿ ಅನುದಾನ ನೀಡುವಂತೆ ಸೂಚಿಸಿದ ಶಾಸಕರು, ತುರ್ತು ಸಂದರ್ಭದಲ್ಲಿ ತಕ್ಷಣ ಸ್ಪಂದನೆ ನೀಡಬೇಕು. ಪ್ರದೇಶಗಳ ಪೈಕಿ ಹೆಚ್ಚಿನ ಬಡವರಿಗೆ ನೇರವಾಗಿ ಪರಿಹಾರ ತಲುಪಿಸಬೇಕು. ತಾರತಮ್ಯ ಮಾಡದೆ ಸ್ಪಂದನೆ ನೀಡಬೇಕು.: [527, 544, 920, 696]
story-subhead: ಜೂ.9ರಂದು ಸಮಾರೋಪ: [940, 867, 1066, 884]
story-paragraph: ರವಿವಾರ ರಾತ್ರಿ ಧರೆ ಕುಸಿತಕ್ಕೊಳಗಾಗಿ ಹಾನಿಗೀಡಾದ ಪ್ರದೇಶಗಳಿಗೆ ಶಾಸಕರು ಭೇಟಿ ನೀಡಿ ಪರಿಶೀಲನೆ ನಡೆಸಿದರು. ಭಾರೀ ಗಾತ್ರದಲ್ಲಿ ಧರೆ ಕುಸಿತಕ್ಕೊಳಗಾದ ಬೆಳ್ಳಿಪ್ಪಾಡಿ ಗ್ರಾಮದ ಮನೆಗೆ ಭೇಟಿ ನೀಡಿದ ಶಾಸಕರು ಅಲ್ಲಿ ಪರಿಶೀಲನೆ ನಡೆಸಿದರು. ಉಳಿದಂತೆ ಕೋಡಿಂಬಾಡಿ ಗ್ರಾಮ ಹಾಗೂ ಕೆದಂಬಾಡಿ ಗ್ರಾಮದ ವಿವಿಧ ಕಡೆಗಳಿಗೆ ಭೇಟಿ ನೀಡಿ ಪರಿಶೀಲನೆ ನಡೆಸಿದ್ದಾರೆ. ಈ ಸಂದರ್ಭ ಕೋಡಿಂಬಾಡಿ ಗ್ರಾ.ಪಂ. ಉಪಾಧ್ಯಕ್ಷ ಜಯಪ್ರಕಾಶ್ ಬದಿನಾರ್, ಮುರಳೀಧರ್ ರೈ ಮಠಂತಬೆಟ್ಟು ಇದ್ದರು.: [46, 577, 293, 747]
bullet-box: [511, 1566, 702, 1717]
story-column-3: [931, 329, 1130, 774]
epaper-label: E-paper: [582, 167, 643, 183]
school-item: [1163, 528, 1511, 771]
story-column-2: [511, 1715, 702, 1855]
